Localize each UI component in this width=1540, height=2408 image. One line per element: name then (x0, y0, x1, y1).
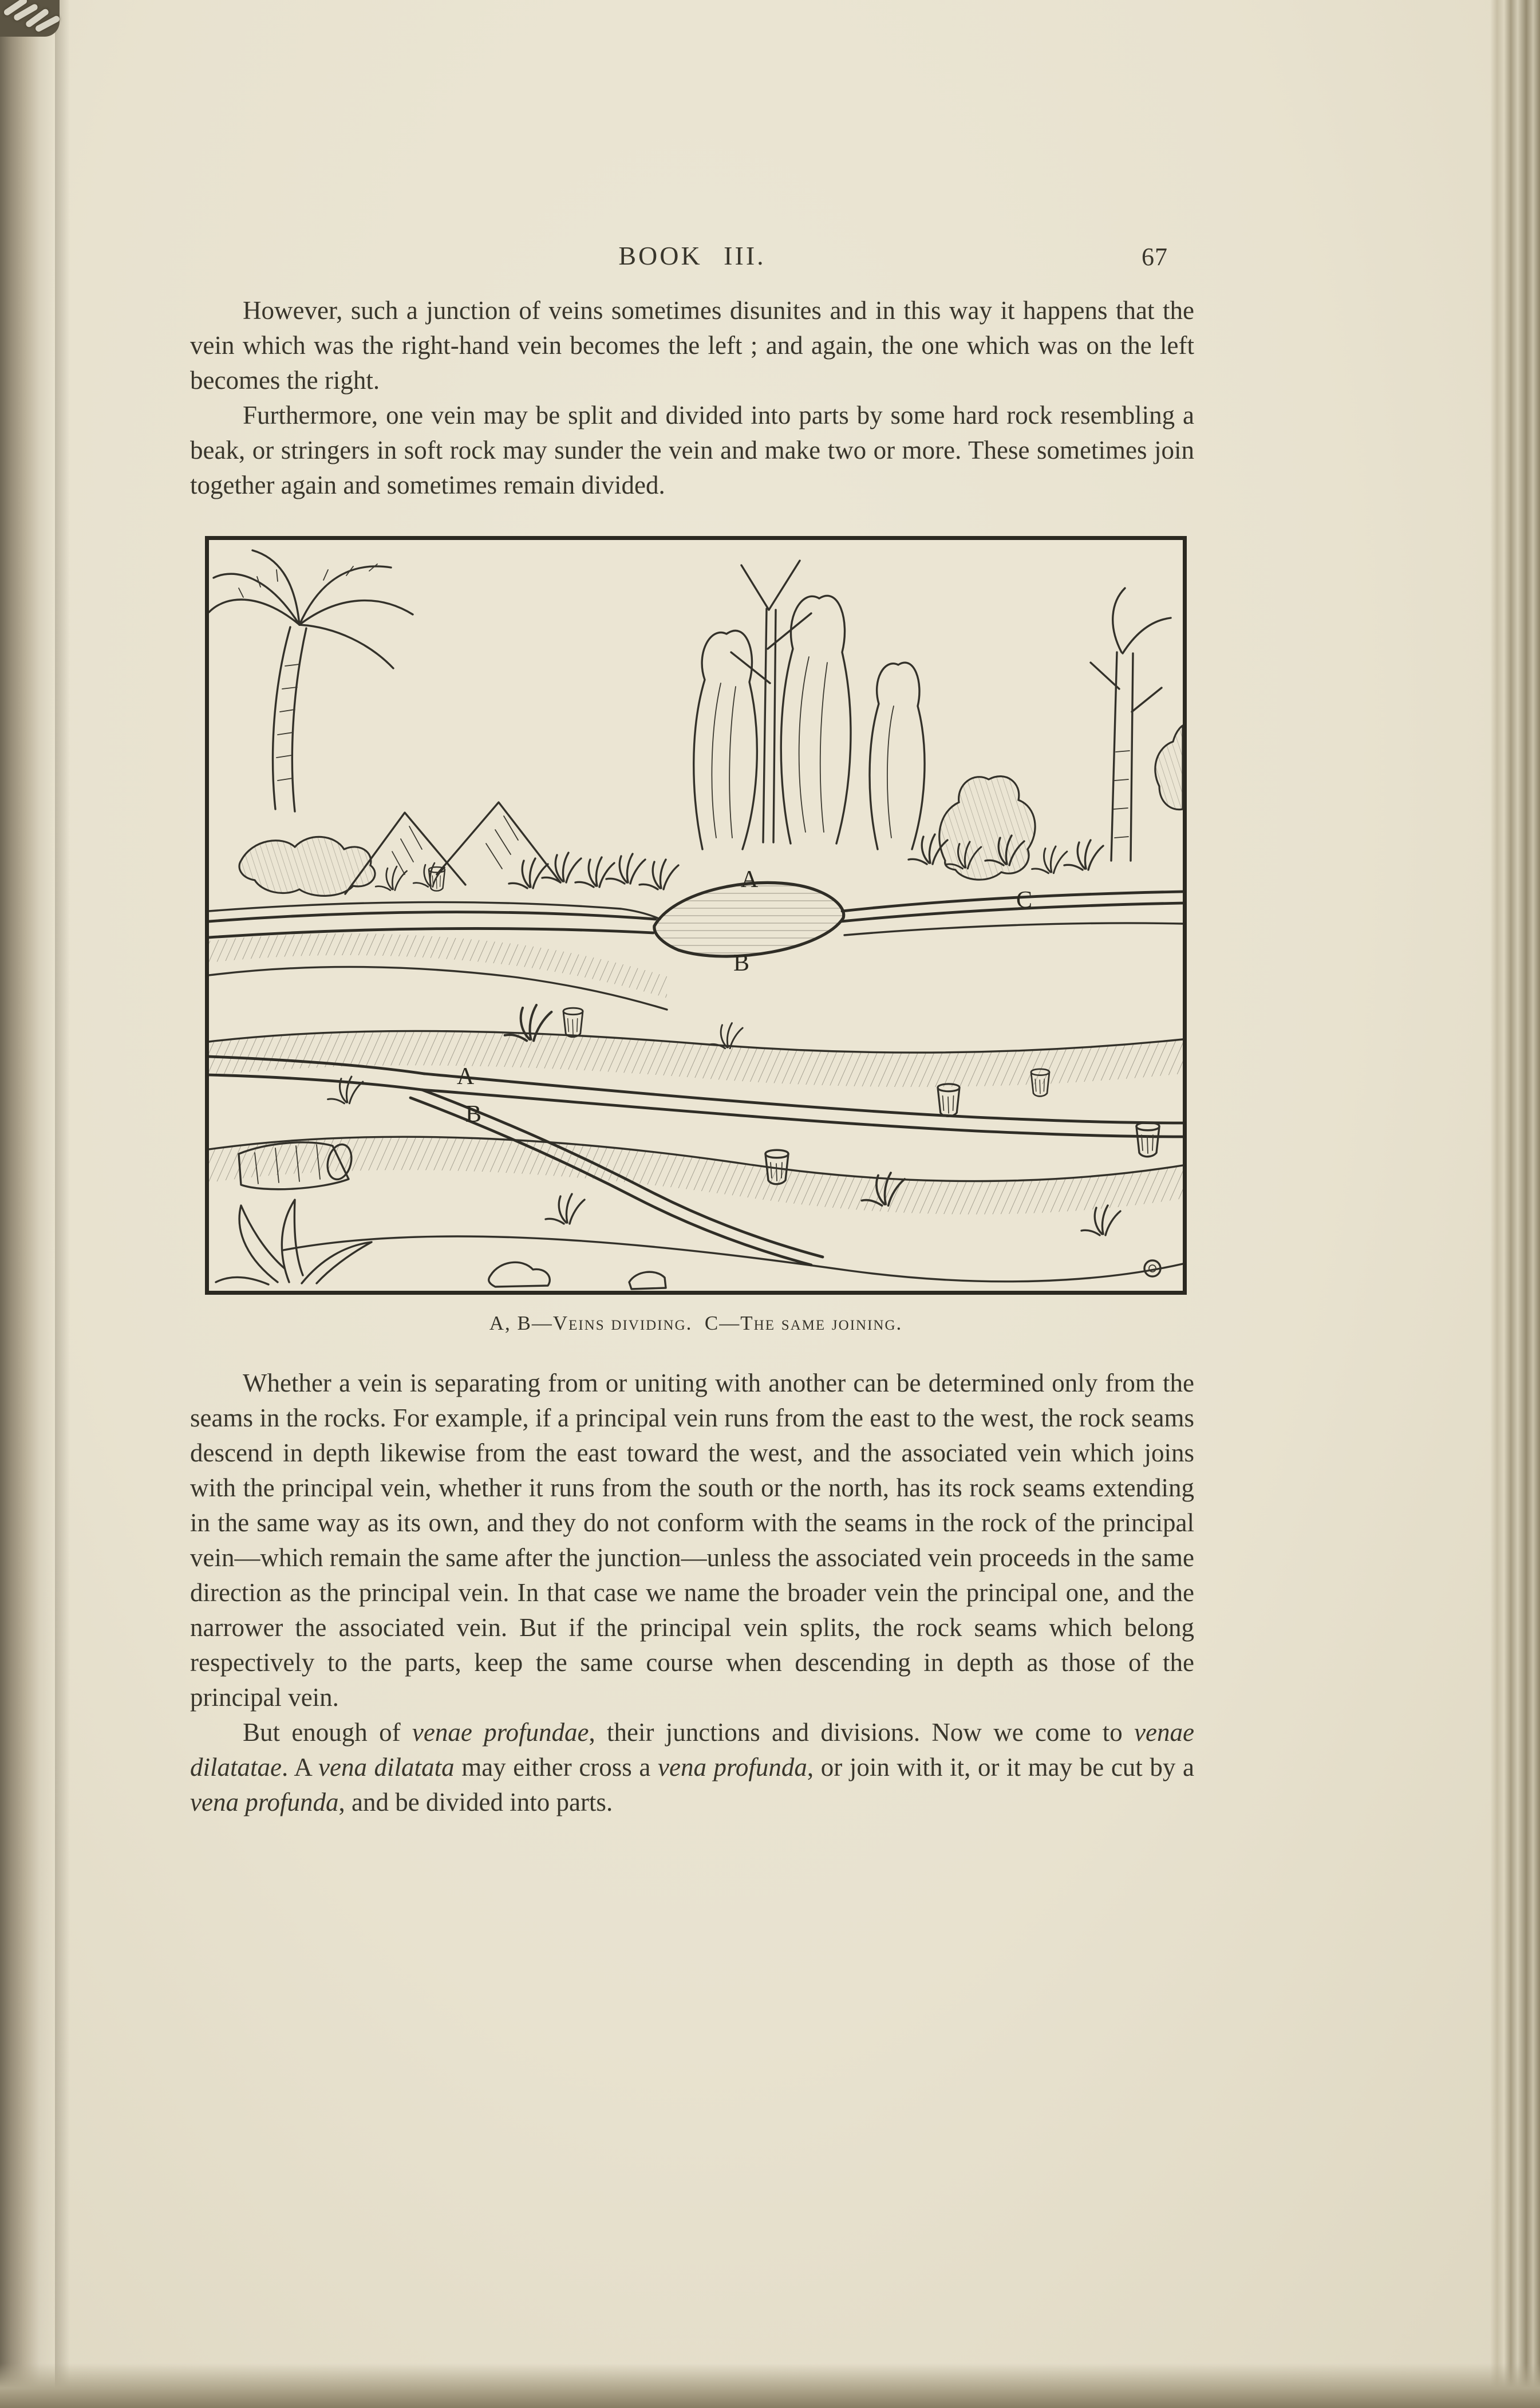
right-tall-tree (1091, 588, 1171, 861)
page-edge-right (1454, 0, 1540, 2408)
woodcut-frame (205, 536, 1187, 1295)
paragraph-4: But enough of venae profundae, their junctions and divisions. Now we come to venae dilatatae. A vena dilatata may either cross a vena profunda, or join with it, or it may be cut by a vena profunda, and be divided into parts. (190, 1718, 1194, 1816)
woodcut-figure (205, 536, 1187, 1335)
woodcut-illustration (209, 540, 1183, 1291)
paragraph-1: However, such a junction of veins sometimes disunites and in this way it happens that the vein which was the right-hand vein becomes the left ; and again, the one which was on the left becomes the right. (190, 296, 1194, 395)
palm-tree (209, 550, 413, 811)
vein-label-lower-b: B (465, 1101, 482, 1128)
vein-lens (654, 882, 844, 956)
page-number: 67 (1142, 243, 1168, 271)
running-head: BOOK III. (618, 241, 766, 270)
vein-label-lower-a: A (456, 1063, 475, 1090)
paragraph-2: Furthermore, one vein may be split and divided into parts by some hard rock resembling a beak, or stringers in soft rock may sunder the vein and make two or more. These sometimes join together again and sometimes remain divided. (190, 401, 1194, 499)
mountains (345, 802, 560, 894)
text-column (190, 241, 1194, 1820)
vein-label-upper-c: C (1016, 887, 1033, 913)
vein-label-upper-a: A (740, 866, 759, 893)
ground-shading (209, 933, 1183, 1215)
vein-label-upper-b: B (733, 950, 750, 976)
center-trees (694, 561, 925, 849)
paragraph-3: Whether a vein is separating from or uniting with another can be determined only from the seams in the rocks. For example, if a principal vein runs from the east to the west, the rock seams descend in depth likewise from the east toward the west, and the associated vein which joins with the principal vein, whether it runs from the south or the north, has its rock seams extending in the same way as its own, and they do not conform with the seams in the rock of the principal vein—which remain the same after the junction—unless the associated vein proceeds in the same direction as the principal vein. In that case we name the broader vein the principal one, and the narrower the associated vein. But if the principal vein splits, the rock seams which belong respectively to the parts, keep the same course when descending in depth as those of the principal vein. (190, 1369, 1194, 1712)
figure-caption: A, B—Veins dividing. C—The same joining. (489, 1312, 903, 1334)
page-edge-bottom (0, 2363, 1540, 2408)
edge-foliage (1155, 726, 1183, 810)
gutter-crease (55, 0, 70, 2408)
binding-edge (0, 0, 55, 2408)
left-bush (239, 837, 375, 896)
page-header (190, 241, 1194, 274)
